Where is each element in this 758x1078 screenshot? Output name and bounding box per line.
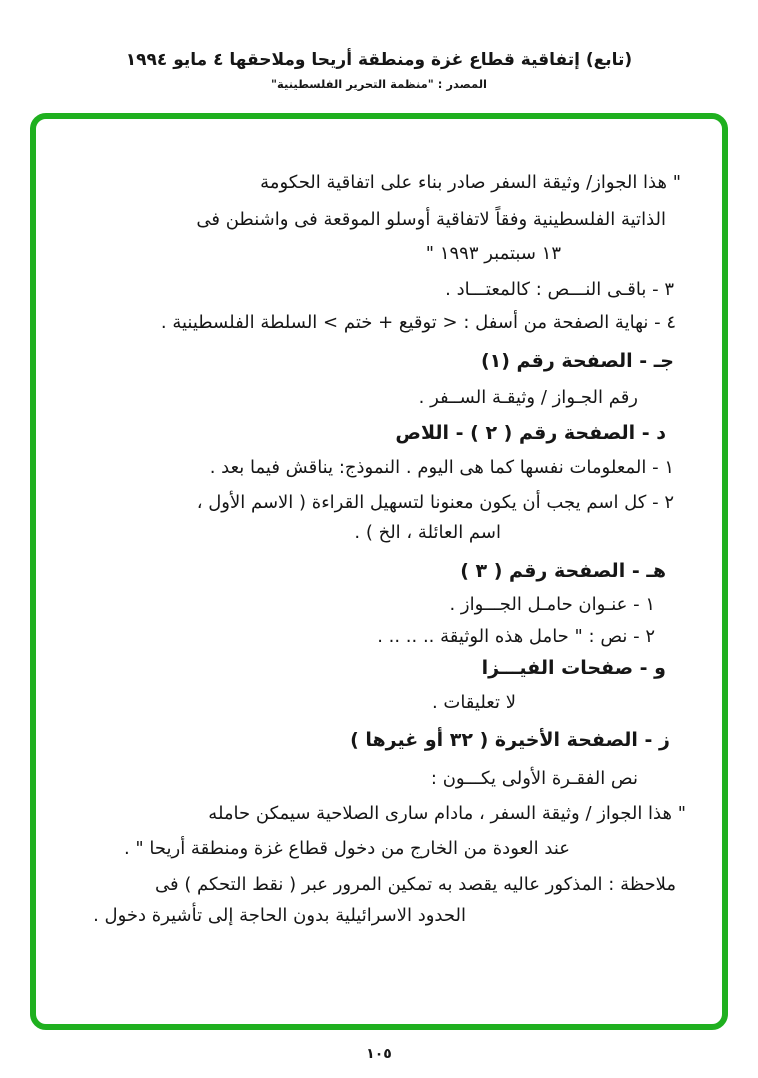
heading-d-page-2: د - الصفحة رقم ( ٢ ) - اللاص: [395, 422, 666, 444]
green-border-frame: [30, 113, 728, 1030]
document-body: [36, 119, 722, 1024]
item-2-document-holder: ٢ - نص : " حامل هذه الوثيقة .. .. .. .: [377, 626, 655, 647]
sub-no-comments: لا تعليقات .: [431, 692, 516, 713]
sub-passport-number: رقم الجـواز / وثيقـة الســفر .: [418, 387, 638, 408]
heading-w-visa-pages: و - صفحات الفيـــزا: [481, 657, 666, 679]
lastpage-par-line-1: " هذا الجواز / وثيقة السفر ، مادام سارى الصلاحية سيمكن حامله: [208, 803, 686, 824]
sub-first-paragraph: نص الفقـرة الأولى يكـــون :: [430, 768, 638, 789]
intro-par-line-1: " هذا الجواز/ وثيقة السفر صادر بناء على اتفاقية الحكومة: [260, 172, 681, 193]
page-header: [0, 50, 758, 91]
page-number: ١٠٥: [366, 1046, 392, 1062]
item-1-same-info: ١ - المعلومات نفسها كما هى اليوم . النموذج: يناقش فيما بعد .: [209, 457, 674, 478]
lastpage-par-line-2: عند العودة من الخارج من دخول قطاع غزة ومنطقة أريحا " .: [123, 838, 570, 859]
item-2-name-readable: ٢ - كل اسم يجب أن يكون معنونا لتسهيل القراءة ( الاسم الأول ،: [196, 492, 674, 513]
heading-c-page-1: جـ - الصفحة رقم (١): [480, 350, 674, 372]
document-source: المصدر : "منظمة التحرير الفلسطينية": [271, 77, 487, 91]
note-line-2: الحدود الاسرائيلية بدون الحاجة إلى تأشيرة دخول .: [93, 905, 466, 926]
heading-h-page-3: هـ - الصفحة رقم ( ٣ ): [460, 560, 666, 582]
heading-z-last-page: ز - الصفحة الأخيرة ( ٣٢ أو غيرها ): [350, 729, 670, 751]
item-1-holder-address: ١ - عنـوان حامـل الجـــواز .: [449, 594, 655, 615]
intro-par-line-2: الذاتية الفلسطينية وفقاً لاتفاقية أوسلو الموقعة فى واشنطن فى: [196, 209, 666, 230]
intro-par-line-3: ١٣ سبتمبر ١٩٩٣ ": [425, 243, 561, 264]
note-line-1: ملاحظة : المذكور عاليه يقصد به تمكين المرور عبر ( نقط التحكم ) فى: [154, 874, 676, 895]
item-2-continuation: اسم العائلة ، الخ ) .: [354, 522, 501, 543]
item-4-page-bottom: ٤ - نهاية الصفحة من أسفل : < توقيع + ختم > السلطة الفلسطينية .: [160, 312, 676, 333]
item-3-rest-of-text: ٣ - باقـى النـــص : كالمعتـــاد .: [445, 279, 674, 300]
document-title: (تابع) إتفاقية قطاع غزة ومنطقة أريحا وملاحقها ٤ مايو ١٩٩٤: [125, 50, 633, 70]
